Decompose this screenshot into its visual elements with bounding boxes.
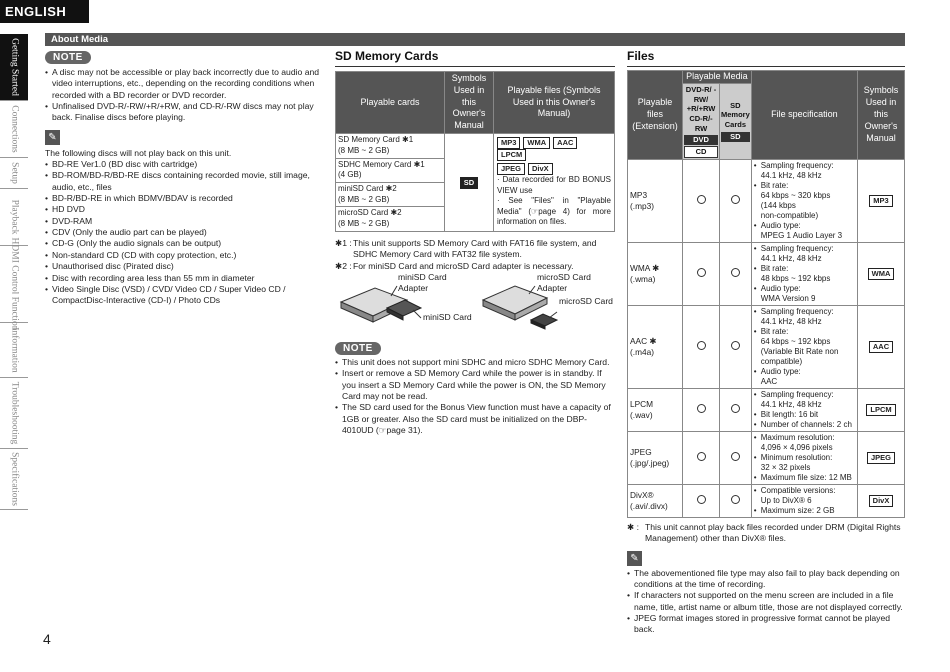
spec-item: • Bit rate: 64 kbps ~ 320 kbps (144 kbps non-compatible) — [754, 181, 855, 221]
files-notes-list — [627, 568, 905, 636]
file-type-tag: MP3 — [497, 137, 520, 149]
file-name-cell — [628, 484, 683, 517]
page-number: 4 — [43, 631, 51, 647]
file-name: DivX® — [630, 490, 654, 500]
symbol-cell — [858, 159, 905, 242]
footnote — [335, 261, 615, 272]
supported-circle-icon — [731, 404, 740, 413]
section-banner: About Media — [45, 33, 905, 46]
sd-support-cell — [720, 159, 752, 242]
list-item: • JPEG format images stored in progressive format cannot be played back. — [627, 613, 905, 636]
spec-item: • Maximum file size: 12 MB — [754, 473, 855, 483]
spec-item: • Sampling frequency: 44.1 kHz, 48 kHz — [754, 307, 855, 327]
side-nav-item[interactable] — [0, 323, 28, 378]
list-item: • This unit does not support mini SDHC and micro SDHC Memory Card. — [335, 357, 615, 368]
cannot-play-list — [45, 159, 325, 306]
spec-cell — [751, 159, 857, 242]
list-item: • HD DVD — [45, 204, 325, 215]
card-capacity: (8 MB ~ 2 GB) — [338, 194, 390, 204]
symbol-cell — [858, 431, 905, 484]
symbol-cell — [858, 388, 905, 431]
footnote-mark: ✱ : — [627, 521, 639, 532]
cannot-play-intro: The following discs will not play back on this unit. — [45, 147, 232, 158]
file-symbol-tag: JPEG — [867, 452, 895, 464]
list-item: • Disc with recording area less than 55 mm in diameter — [45, 273, 325, 284]
side-nav-label: Specifications — [9, 452, 20, 506]
card-capacity: (8 MB ~ 2 GB) — [338, 219, 390, 229]
file-ext: (.m4a) — [630, 346, 654, 357]
file-symbol-tag: AAC — [869, 341, 893, 353]
file-name: WMA ✱ — [630, 263, 660, 273]
file-name: MP3 — [630, 190, 648, 200]
side-nav-item[interactable] — [0, 378, 28, 449]
disc-support-cell — [683, 159, 720, 242]
list-item: • Unauthorised disc (Pirated disc) — [45, 261, 325, 272]
side-nav-label: Connections — [9, 105, 20, 153]
sd-tag: SD — [721, 132, 750, 142]
side-nav-label: Playback — [9, 199, 20, 235]
table-row — [628, 305, 905, 388]
card-name-cell — [336, 158, 445, 182]
list-item: • The abovementioned file type may also fail to play back depending on conditions at the time of recording. — [627, 568, 905, 591]
file-name-cell — [628, 388, 683, 431]
sd-header-symbols: Symbols Used in this Owner's Manual — [445, 71, 494, 133]
file-name: AAC ✱ — [630, 336, 657, 346]
table-row — [336, 134, 615, 158]
spec-item: • Bit rate: 48 kbps ~ 192 kbps — [754, 264, 855, 284]
file-name: JPEG — [630, 447, 652, 457]
file-type-tag: AAC — [553, 137, 577, 149]
spec-item: • Compatible versions: Up to DivX® 6 — [754, 486, 855, 506]
supported-circle-icon — [697, 495, 706, 504]
file-name-cell — [628, 305, 683, 388]
side-nav-item[interactable] — [0, 158, 28, 189]
card-capacity: (8 MB ~ 2 GB) — [338, 145, 390, 155]
disc-support-cell — [683, 242, 720, 305]
list-item: • The SD card used for the Bonus View function must have a capacity of 1GB or greater. Also the SD card must be initialized on the DBP-4010UD (☞page 31). — [335, 402, 615, 436]
file-name: LPCM — [630, 399, 654, 409]
supported-circle-icon — [731, 341, 740, 350]
side-navigation — [0, 34, 28, 510]
note-badge: NOTE — [45, 51, 91, 64]
side-nav-item[interactable] — [0, 449, 28, 510]
files-header-spec: File specification — [751, 70, 857, 159]
list-item: • A disc may not be accessible or play back incorrectly due to audio and video interruptions, etc., depending on the recording conditions when recorded with a BD recorder or DVD recorder. — [45, 67, 325, 101]
side-nav-label: Getting Started — [9, 38, 20, 96]
supported-circle-icon — [697, 268, 706, 277]
file-symbol-tag: DivX — [869, 495, 894, 507]
files-section-title: Files — [627, 49, 905, 67]
sd-support-cell — [720, 305, 752, 388]
sd-symbol-tag: SD — [460, 177, 478, 189]
spec-item: • Bit length: 16 bit — [754, 410, 855, 420]
file-name-cell — [628, 242, 683, 305]
spec-item: • Audio type: AAC — [754, 367, 855, 387]
dvd-tag: DVD — [684, 135, 718, 145]
spec-item: • Maximum resolution: 4,096 × 4,096 pixels — [754, 433, 855, 453]
note-badge: NOTE — [335, 342, 381, 355]
file-symbol-tag: MP3 — [869, 195, 892, 207]
supported-circle-icon — [697, 452, 706, 461]
minisd-card-label: miniSD Card — [423, 311, 472, 322]
card-name: SDHC Memory Card ✱1 — [338, 159, 425, 169]
files-header-playable: Playable files (Extension) — [628, 70, 683, 159]
side-nav-label: Information — [9, 327, 20, 373]
card-name-cell — [336, 134, 445, 158]
disc-support-cell — [683, 484, 720, 517]
table-row — [628, 484, 905, 517]
list-item: • BD-ROM/BD-R/BD-RE discs containing recorded movie, still image, audio, etc., files — [45, 170, 325, 193]
list-item: • If characters not supported on the menu screen are included in a file name, title, artist name or album title, those are not displayed correctly. — [627, 590, 905, 613]
list-item: • Non-standard CD (CD with copy protection, etc.) — [45, 250, 325, 261]
file-type-tag: WMA — [523, 137, 550, 149]
sd-files-note: · Data recorded for BD BONUS VIEW use · See "Files" in "Playable Media" (☞page 4) for more information on files. — [497, 175, 611, 227]
minisd-adapter-label: miniSD Card Adapter — [398, 271, 447, 294]
sd-header-cards: Playable cards — [336, 71, 445, 133]
table-row — [628, 388, 905, 431]
card-name-cell — [336, 207, 445, 231]
spec-cell — [751, 305, 857, 388]
disc-support-cell — [683, 431, 720, 484]
file-name-cell — [628, 431, 683, 484]
side-nav-item[interactable] — [0, 34, 28, 101]
files-header-sd — [720, 83, 752, 159]
language-tab: ENGLISH — [0, 0, 89, 23]
file-ext: (.mp3) — [630, 200, 654, 211]
sd-adapter-figure — [335, 271, 615, 340]
pencil-icon: ✎ — [627, 551, 642, 566]
spec-item: • Audio type: MPEG 1 Audio Layer 3 — [754, 221, 855, 241]
spec-cell — [751, 484, 857, 517]
spec-item: • Bit rate: 64 kbps ~ 192 kbps (Variable Bit Rate non compatible) — [754, 327, 855, 367]
disc-support-cell — [683, 305, 720, 388]
supported-circle-icon — [697, 195, 706, 204]
file-ext: (.wav) — [630, 409, 653, 420]
files-column — [627, 49, 905, 636]
disc-col-label: DVD-R/ -RW/ +R/+RW CD-R/-RW — [685, 84, 717, 134]
supported-circle-icon — [697, 341, 706, 350]
table-row — [628, 159, 905, 242]
list-item: • Unfinalised DVD-R/-RW/+R/+RW, and CD-R/-RW discs may not play back. Finalise discs before playing. — [45, 101, 325, 124]
microsd-adapter-label: microSD Card Adapter — [537, 271, 591, 294]
card-capacity: (4 GB) — [338, 170, 362, 180]
footnote-text: This unit supports SD Memory Card with FAT16 file system, and SDHC Memory Card with FAT32 file system. — [353, 237, 597, 260]
sd-symbol-cell — [445, 134, 494, 232]
microsd-card-graphic — [531, 314, 557, 329]
sd-files-cell — [494, 134, 615, 232]
spec-item: • Sampling frequency: 44.1 kHz, 48 kHz — [754, 390, 855, 410]
spec-cell — [751, 431, 857, 484]
card-name: SD Memory Card ✱1 — [338, 135, 414, 145]
file-type-tag: JPEG — [497, 163, 525, 175]
file-ext: (.wma) — [630, 273, 656, 284]
leader-line — [549, 312, 557, 318]
cd-tag: CD — [684, 146, 718, 158]
file-type-tag: DivX — [528, 163, 553, 175]
file-ext: (.jpg/.jpeg) — [630, 457, 670, 468]
sd-column — [335, 49, 615, 436]
sd-section-title: SD Memory Cards — [335, 49, 615, 67]
spec-item: • Maximum size: 2 GB — [754, 506, 855, 516]
footnote-mark: ✱2 : — [335, 260, 352, 271]
symbol-cell — [858, 305, 905, 388]
file-symbol-tag: LPCM — [866, 404, 895, 416]
supported-circle-icon — [731, 495, 740, 504]
supported-circle-icon — [731, 452, 740, 461]
spec-cell — [751, 388, 857, 431]
symbol-cell — [858, 242, 905, 305]
symbol-cell — [858, 484, 905, 517]
sd-card-table — [335, 71, 615, 232]
leader-line — [391, 286, 397, 296]
supported-circle-icon — [731, 195, 740, 204]
card-name-cell — [336, 183, 445, 207]
footnote — [335, 238, 615, 261]
list-item: • Video Single Disc (VSD) / CVD/ Video CD / Super Video CD / CompactDisc-Interactive (CD-I) / Photo CDs — [45, 284, 325, 307]
spec-item: • Sampling frequency: 44.1 kHz, 48 kHz — [754, 161, 855, 181]
footnote-text: For miniSD Card and microSD Card adapter is necessary. — [353, 260, 574, 271]
list-item: • BD-RE Ver1.0 (BD disc with cartridge) — [45, 159, 325, 170]
sd-support-cell — [720, 388, 752, 431]
files-header-disc — [683, 83, 720, 159]
file-symbol-tag: WMA — [868, 268, 895, 280]
spec-item: • Audio type: WMA Version 9 — [754, 284, 855, 304]
list-item: • Insert or remove a SD Memory Card while the power is in standby. If you insert a SD Memory Card while the power is ON, the SD Memory Card may not be read. — [335, 368, 615, 402]
side-nav-label: Setup — [9, 162, 20, 184]
sd-support-cell — [720, 431, 752, 484]
list-item: • BD-R/BD-RE in which BDMV/BDAV is recorded — [45, 193, 325, 204]
supported-circle-icon — [731, 268, 740, 277]
files-footnote — [627, 522, 905, 545]
files-header-symbols: Symbols Used in this Owner's Manual — [858, 70, 905, 159]
card-name: miniSD Card ✱2 — [338, 184, 397, 194]
side-nav-item[interactable] — [0, 237, 28, 331]
footnote-text: This unit cannot play back files recorded under DRM (Digital Rights Management) other than DivX® files. — [645, 521, 901, 544]
list-item: • DVD-RAM — [45, 216, 325, 227]
sd-support-cell — [720, 484, 752, 517]
file-name-cell — [628, 159, 683, 242]
files-header-media: Playable Media — [683, 70, 752, 83]
spec-item: • Sampling frequency: 44.1 kHz, 48 kHz — [754, 244, 855, 264]
sd-header-files: Playable files (Symbols Used in this Owner's Manual) — [494, 71, 615, 133]
spec-item: • Minimum resolution: 32 × 32 pixels — [754, 453, 855, 473]
spec-cell — [751, 242, 857, 305]
pencil-icon: ✎ — [45, 130, 60, 145]
sd-col-label: SD Memory Cards — [721, 100, 750, 130]
file-ext: (.avi/.divx) — [630, 500, 668, 511]
supported-circle-icon — [697, 404, 706, 413]
table-row — [628, 431, 905, 484]
table-row — [628, 242, 905, 305]
side-nav-item[interactable] — [0, 101, 28, 158]
microsd-card-label: microSD Card — [559, 295, 613, 306]
disc-notes-list — [45, 67, 325, 124]
list-item: • CD-G (Only the audio signals can be output) — [45, 238, 325, 249]
sd-footnotes — [335, 238, 615, 272]
list-item: • CDV (Only the audio part can be played) — [45, 227, 325, 238]
disc-support-cell — [683, 388, 720, 431]
sd-support-cell — [720, 242, 752, 305]
spec-item: • Number of channels: 2 ch — [754, 420, 855, 430]
side-nav-label: Troubleshooting — [9, 381, 20, 445]
file-type-tag: LPCM — [497, 149, 526, 161]
left-column — [45, 51, 325, 307]
leader-line — [413, 310, 421, 318]
footnote-mark: ✱1 : — [335, 237, 352, 248]
files-table — [627, 70, 905, 518]
side-nav-label: HDMI Control Function — [9, 237, 20, 331]
sd-notes-list — [335, 357, 615, 436]
card-name: microSD Card ✱2 — [338, 208, 402, 218]
